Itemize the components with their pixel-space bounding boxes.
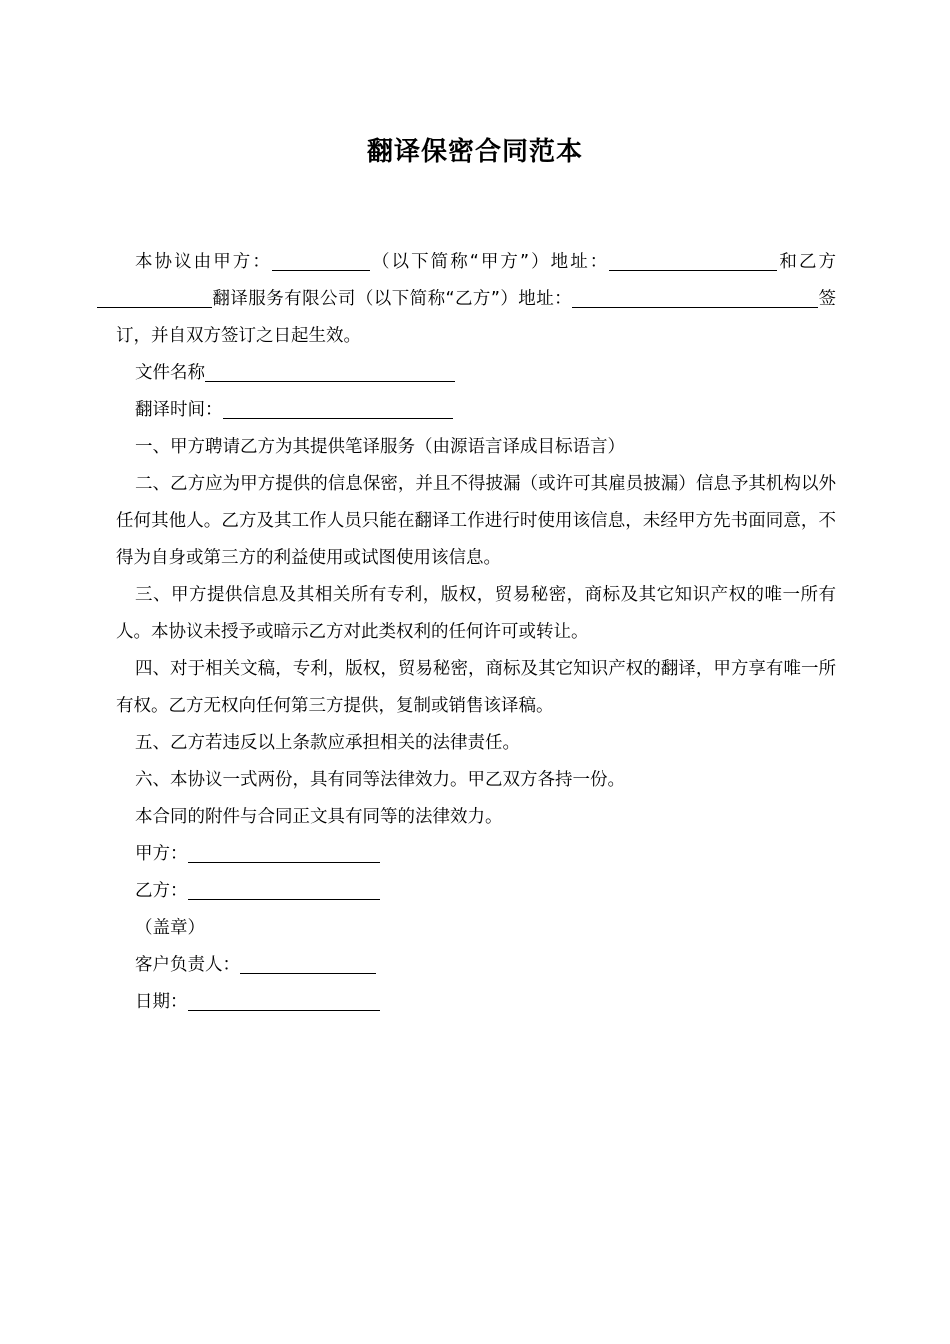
party-a-label: 甲方： (135, 844, 188, 864)
translate-time-label: 翻译时间： (135, 400, 223, 420)
client-label: 客户负责人： (135, 955, 240, 975)
party-b-address-blank (572, 287, 792, 308)
seal-line (116, 910, 836, 947)
clause-6: 六、本协议一式两份，具有同等法律效力。甲乙双方各持一份。 (135, 770, 625, 790)
document-body (116, 244, 836, 1021)
party-b-name-blank (97, 287, 212, 308)
intro-paragraph (116, 244, 836, 355)
party-a-signature (116, 836, 836, 873)
intro-text-4: 翻译服务有限公司（以下简称“乙方”）地址： (212, 289, 573, 309)
seal-label: （盖章） (135, 918, 205, 938)
date-blank (188, 990, 380, 1011)
intro-text-3: 和乙方 (777, 252, 837, 272)
party-a-name-blank (272, 250, 370, 271)
document-title: 翻译保密合同范本 (366, 137, 583, 167)
intro-text-1: 本协议由甲方： (135, 252, 272, 272)
intro-text-2: （以下简称“甲方”）地址： (369, 252, 610, 272)
date-line (116, 984, 836, 1021)
file-name-label: 文件名称 (135, 363, 205, 383)
date-label: 日期： (135, 992, 188, 1012)
clause-4: 四、对于相关文稿，专利，版权，贸易秘密，商标及其它知识产权的翻译，甲方享有唯一所有权。乙方无权向任何第三方提供，复制或销售该译稿。 (116, 659, 836, 716)
intro-text-5: 签订，并自双方签订之日起生效。 (116, 289, 836, 346)
party-b-signature-blank (188, 879, 380, 900)
translate-time-field (116, 392, 836, 429)
annex-statement: 本合同的附件与合同正文具有同等的法律效力。 (135, 807, 503, 827)
party-b-label: 乙方： (135, 881, 188, 901)
party-b-signature (116, 873, 836, 910)
clause-3: 三、甲方提供信息及其相关所有专利，版权，贸易秘密，商标及其它知识产权的唯一所有人。本协议未授予或暗示乙方对此类权利的任何许可或转让。 (116, 585, 836, 642)
party-a-address-blank (609, 250, 777, 271)
client-signature (116, 947, 836, 984)
clause-2: 二、乙方应为甲方提供的信息保密，并且不得披漏（或许可其雇员披漏）信息予其机构以外任何其他人。乙方及其工作人员只能在翻译工作进行时使用该信息，未经甲方先书面同意，不得为自身或第三方的利益使用或试图使用该信息。 (116, 474, 836, 568)
translate-time-blank (223, 398, 453, 419)
client-signature-blank (240, 953, 376, 974)
file-name-field (116, 355, 836, 392)
party-b-address-blank-cont (792, 287, 818, 308)
party-a-signature-blank (188, 842, 380, 863)
clause-5: 五、乙方若违反以上条款应承担相关的法律责任。 (135, 733, 520, 753)
file-name-blank (205, 361, 455, 382)
clause-1: 一、甲方聘请乙方为其提供笔译服务（由源语言译成目标语言） (135, 437, 625, 457)
